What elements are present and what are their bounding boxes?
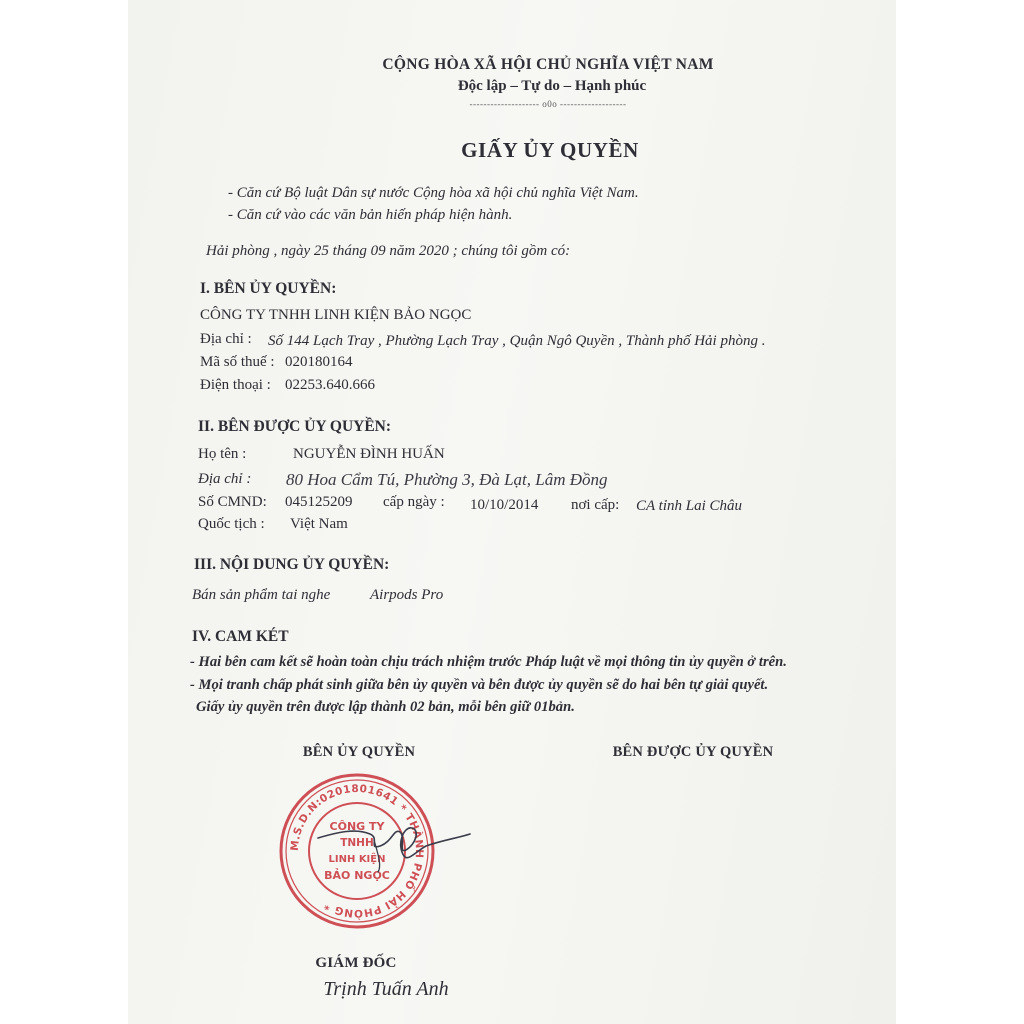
name-value: NGUYỄN ĐÌNH HUẤN xyxy=(293,446,445,462)
name-label: Họ tên : xyxy=(198,446,247,462)
tax-code-value: 020180164 xyxy=(285,354,353,370)
document-page xyxy=(128,0,896,1024)
section1-heading: I. BÊN ỦY QUYỀN: xyxy=(200,280,337,297)
issue-date-value: 10/10/2014 xyxy=(470,497,539,513)
nationality-label: Quốc tịch : xyxy=(198,516,265,532)
grantor-signature-title: BÊN ỦY QUYỀN xyxy=(302,744,416,760)
seal-line-1: CÔNG TY xyxy=(329,820,385,833)
issue-place-value: CA tỉnh Lai Châu xyxy=(636,498,742,514)
seal-line-4: BẢO NGỌC xyxy=(324,869,390,882)
issue-date-label: cấp ngày : xyxy=(383,494,445,510)
document-title: GIẤY ỦY QUYỀN xyxy=(461,138,639,162)
authorization-content: Bán sản phẩm tai nghe xyxy=(192,587,331,603)
seal-line-3: LINH KIỆN xyxy=(328,854,386,865)
director-name: Trịnh Tuấn Anh xyxy=(323,978,449,1000)
id-number-label: Số CMND: xyxy=(198,494,267,510)
phone-label: Điện thoại : xyxy=(200,377,271,393)
issue-place-label: nơi cấp: xyxy=(571,497,620,513)
grantee-signature-title: BÊN ĐƯỢC ỦY QUYỀN xyxy=(612,744,774,760)
seal-ring-text: M.S.D.N:0201801641 * THÀNH PHỐ HẢI PHÒNG * xyxy=(288,782,426,920)
handwritten-signature xyxy=(308,810,478,880)
phone-value: 02253.640.666 xyxy=(285,377,375,393)
grantee-address-value: 80 Hoa Cẩm Tú, Phường 3, Đà Lạt, Lâm Đồng xyxy=(286,470,608,489)
motto: Độc lập – Tự do – Hạnh phúc xyxy=(457,78,647,94)
tax-code-label: Mã số thuế : xyxy=(200,354,275,370)
director-title: GIÁM ĐỐC xyxy=(315,955,397,971)
commitment-line-2: - Mọi tranh chấp phát sinh giữa bên ủy quyền và bên được ủy quyền sẽ do hai bên tự giải quyết. xyxy=(190,677,769,693)
section3-heading: III. NỘI DUNG ỦY QUYỀN: xyxy=(194,556,390,573)
id-number-value: 045125209 xyxy=(285,494,353,510)
basis-line-2: - Căn cứ vào các văn bản hiến pháp hiện hành. xyxy=(228,207,513,223)
section2-heading: II. BÊN ĐƯỢC ỦY QUYỀN: xyxy=(198,418,392,435)
company-name: CÔNG TY TNHH LINH KIỆN BẢO NGỌC xyxy=(200,307,472,323)
company-address-value: Số 144 Lạch Tray , Phường Lạch Tray , Quận Ngô Quyền , Thành phố Hải phòng . xyxy=(268,333,766,349)
grantee-address-label: Địa chỉ : xyxy=(198,471,252,487)
nation-header: CỘNG HÒA XÃ HỘI CHỦ NGHĨA VIỆT NAM xyxy=(382,56,714,73)
section4-heading: IV. CAM KÉT xyxy=(192,628,289,645)
commitment-line-1: - Hai bên cam kết sẽ hoàn toàn chịu trách nhiệm trước Pháp luật về mọi thông tin ủy quyền ở trên. xyxy=(190,654,787,670)
header-separator: -------------------- o0o ------------------- xyxy=(469,99,627,109)
date-line: Hải phòng , ngày 25 tháng 09 năm 2020 ; chúng tôi gồm có: xyxy=(206,243,571,259)
company-address-label: Địa chỉ : xyxy=(200,331,252,347)
seal-line-2: TNHH xyxy=(340,837,374,849)
authorization-product: Airpods Pro xyxy=(370,587,444,603)
commitment-line-3: Giấy ủy quyền trên được lập thành 02 bản, mỗi bên giữ 01bản. xyxy=(196,699,575,715)
nationality-value: Việt Nam xyxy=(290,516,348,532)
basis-line-1: - Căn cứ Bộ luật Dân sự nước Cộng hòa xã hội chủ nghĩa Việt Nam. xyxy=(228,185,639,201)
